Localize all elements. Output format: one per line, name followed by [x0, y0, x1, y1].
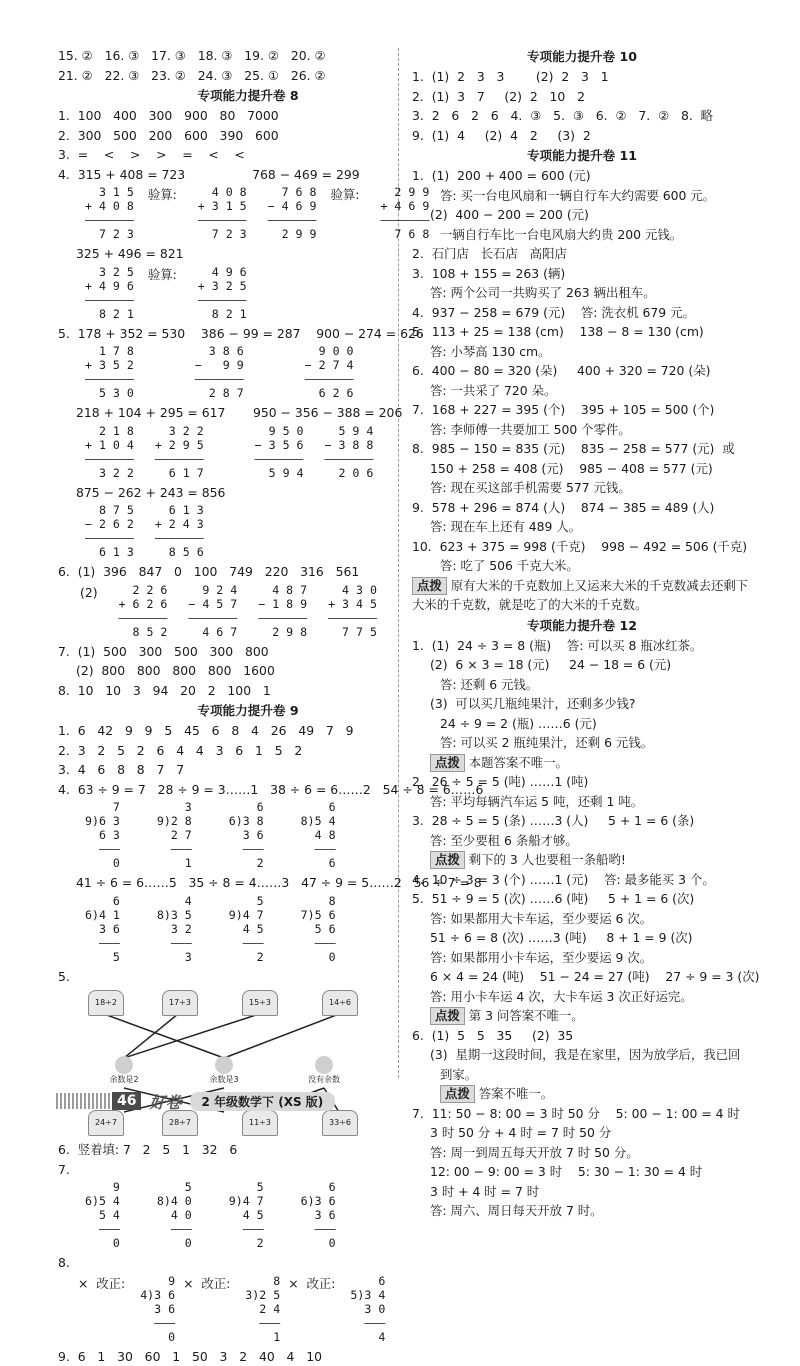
vertical-calc: 4 8 7 − 1 8 9 ——————— 2 9 8 [251, 583, 307, 639]
tip-block [412, 1084, 752, 1104]
answer-line: 答: 买一台电风扇和一辆自行车大约需要 600 元。 [412, 186, 752, 206]
answer-row: 21. ② 22. ③ 23. ② 24. ③ 25. ① 26. ② [58, 66, 438, 86]
match-line [124, 1014, 259, 1058]
bunny-label: 余数是2 [109, 1075, 138, 1084]
tip-badge: 点拨 [430, 754, 465, 772]
correction-label: × 改正: [183, 1274, 230, 1344]
answer-line: 9. 578 + 296 = 874 (人) 874 − 385 = 489 (人) [412, 498, 752, 518]
brand-logo: 好卷 [149, 1090, 181, 1113]
answer-line: 答: 至少要租 6 条船才够。 [412, 831, 752, 851]
tip-text: 第 3 问答案不唯一。 [469, 1008, 584, 1023]
long-division: 9 4)3 6 3 6 ——— 0 [133, 1274, 175, 1344]
section-title-8: 专项能力提升卷 8 [58, 85, 438, 106]
bunny-icon [315, 1056, 333, 1074]
bunny-label: 没有余数 [308, 1075, 340, 1084]
house-card: 14÷6 [322, 990, 358, 1016]
answer-line: 答: 两个公司一共购买了 263 辆出租车。 [412, 283, 752, 303]
house-card: 11÷3 [242, 1110, 278, 1136]
book-label: 2 年级数学下 (XS 版) [190, 1092, 336, 1111]
vertical-calc: 6 1 3 + 2 4 3 ——————— 8 5 6 [148, 503, 204, 559]
answer-line: 一辆自行车比一台电风扇大约贵 200 元钱。 [412, 225, 752, 245]
long-division: 5 8)4 0 4 0 ——— 0 [150, 1180, 192, 1250]
answer-line: 答: 可以买 2 瓶纯果汁，还剩 6 元钱。 [412, 733, 752, 753]
answer-line: 5. 178 + 352 = 530 386 − 99 = 287 900 − 274 = 626 [58, 324, 438, 344]
answer-line: 3. 108 + 155 = 263 (辆) [412, 264, 752, 284]
long-division: 4 8)3 5 3 2 ——— 3 [150, 894, 192, 964]
vertical-calc: 2 9 9 + 4 6 9 ——————— 7 6 8 [373, 185, 429, 241]
answer-line: 5. 113 + 25 = 138 (cm) 138 − 8 = 130 (cm) [412, 322, 752, 342]
answer-line: 2. 石门店 长石店 高阳店 [412, 244, 752, 264]
correction-row [58, 1274, 438, 1344]
vertical-calc: 4 9 6 + 3 2 5 ——————— 8 2 1 [191, 265, 247, 321]
check-label: 验算: [148, 185, 177, 241]
answer-line: 12: 00 − 9: 00 = 3 时 5: 30 − 1: 30 = 4 时 [412, 1162, 752, 1182]
answer-line: 答: 还剩 6 元钱。 [412, 675, 752, 695]
answer-line: 答: 周一到周五每天开放 7 时 50 分。 [412, 1143, 752, 1163]
answer-line: 5. 51 ÷ 9 = 5 (次) ……6 (吨) 5 + 1 = 6 (次) [412, 889, 752, 909]
answer-line: (3) 可以买几瓶纯果汁，还剩多少钱? [412, 694, 752, 714]
question-number: 7. [58, 1160, 438, 1180]
answer-line: 8. 985 − 150 = 835 (元) 835 − 258 = 577 (元) 或 [412, 439, 752, 459]
tip-block [412, 576, 752, 615]
long-division: 9 6)5 4 5 4 ——— 0 [78, 1180, 120, 1250]
bunny-icon [115, 1056, 133, 1074]
answer-line: 3. 2 6 2 6 4. ③ 5. ③ 6. ② 7. ② 8. 略 [412, 106, 752, 126]
tip-block [412, 753, 752, 773]
vertical-calc: 3 2 2 + 2 9 5 ——————— 6 1 7 [148, 424, 204, 480]
answer-line: 7. 168 + 227 = 395 (个) 395 + 105 = 500 (个) [412, 400, 752, 420]
answer-line: 3 时 + 4 时 = 7 时 [412, 1182, 752, 1202]
answer-line: 6. (1) 5 5 35 (2) 35 [412, 1026, 752, 1046]
vertical-calc: 4 3 0 + 3 4 5 ——————— 7 7 5 [321, 583, 377, 639]
vertical-calc: 2 2 6 + 6 2 6 ——————— 8 5 2 [112, 583, 168, 639]
answer-line: 9. 6 1 30 60 1 50 3 2 40 4 10 [58, 1347, 438, 1366]
tip-block [412, 1006, 752, 1026]
answer-line: 10. 623 + 375 = 998 (千克) 998 − 492 = 506 (千克) [412, 537, 752, 557]
answer-line: 7. 11: 50 − 8: 00 = 3 时 50 分 5: 00 − 1: 00 = 4 时 [412, 1104, 752, 1124]
answer-line: 3. = < > > = < < [58, 145, 438, 165]
vertical-calc: 3 2 5 + 4 9 6 ——————— 8 2 1 [78, 265, 134, 321]
answer-line: 218 + 104 + 295 = 617 950 − 356 − 388 = 206 [58, 403, 438, 423]
section-title-9: 专项能力提升卷 9 [58, 700, 438, 721]
vertical-calc: 2 1 8 + 1 0 4 ——————— 3 2 2 [78, 424, 134, 480]
tip-text: 原有大米的千克数加上又运来大米的千克数减去还剩下大米的千克数，就是吃了的大米的千克数。 [412, 578, 748, 613]
house-card: 18÷2 [88, 990, 124, 1016]
answer-line: 3 时 50 分 + 4 时 = 7 时 50 分 [412, 1123, 752, 1143]
long-division: 5 9)4 7 4 5 ——— 2 [222, 894, 264, 964]
long-division: 6 6)3 6 3 6 ——— 0 [294, 1180, 336, 1250]
long-division-row [58, 800, 438, 870]
answer-line: 4. 10 ÷ 3 = 3 (个) ……1 (元) 答: 最多能买 3 个。 [412, 870, 752, 890]
section-12-answers [412, 636, 752, 753]
answer-line: 1. (1) 2 3 3 (2) 2 3 1 [412, 67, 752, 87]
long-division: 7 9)6 3 6 3 ——— 0 [78, 800, 120, 870]
vertical-calc-row [58, 344, 438, 400]
answer-line: 875 − 262 + 243 = 856 [58, 483, 438, 503]
correction-label: × 改正: [288, 1274, 335, 1344]
answer-line: 答: 如果都用小卡车运，至少要运 9 次。 [412, 948, 752, 968]
answer-line: 1. (1) 24 ÷ 3 = 8 (瓶) 答: 可以买 8 瓶冰红茶。 [412, 636, 752, 656]
answer-line: 8. 10 10 3 94 20 2 100 1 [58, 681, 438, 701]
answer-line: 1. 6 42 9 9 5 45 6 8 4 26 49 7 9 [58, 721, 438, 741]
house-card: 28÷7 [162, 1110, 198, 1136]
answer-line: 51 ÷ 6 = 8 (次) ……3 (吨) 8 + 1 = 9 (次) [412, 928, 752, 948]
house-card: 33÷6 [322, 1110, 358, 1136]
answer-line: 2. 26 ÷ 5 = 5 (吨) ……1 (吨) [412, 772, 752, 792]
vertical-calc-row [58, 503, 438, 559]
vertical-calc: 8 7 5 − 2 6 2 ——————— 6 1 3 [78, 503, 134, 559]
answer-line: 答: 李师傅一共要加工 500 个零件。 [412, 420, 752, 440]
vertical-calc: 9 2 4 − 4 5 7 ——————— 4 6 7 [181, 583, 237, 639]
match-line [224, 1014, 339, 1058]
long-division: 6 6)3 8 3 6 ——— 2 [222, 800, 264, 870]
answer-line: 6. (1) 396 847 0 100 749 220 316 561 [58, 562, 438, 582]
long-division: 3 9)2 8 2 7 ——— 1 [150, 800, 192, 870]
answer-line: 1. (1) 200 + 400 = 600 (元) [412, 166, 752, 186]
section-11-answers [412, 166, 752, 576]
check-label: 验算: [331, 185, 360, 241]
answer-line: 6 × 4 = 24 (吨) 51 − 24 = 27 (吨) 27 ÷ 9 = 3 (次) [412, 967, 752, 987]
long-division: 8 3)2 5 2 4 ——— 1 [238, 1274, 280, 1344]
bunny-label: 余数是3 [209, 1075, 238, 1084]
answer-line: 1. 100 400 300 900 80 7000 [58, 106, 438, 126]
long-division: 6 8)5 4 4 8 ——— 6 [294, 800, 336, 870]
vertical-calc: 9 5 0 − 3 5 6 ——————— 5 9 4 [248, 424, 304, 480]
answer-line: 2. 3 2 5 2 6 4 4 3 6 1 5 2 [58, 741, 438, 761]
vertical-calc-row [58, 265, 438, 321]
section-12-answers [412, 1026, 752, 1085]
bunny-figure [204, 1056, 244, 1084]
answer-line: 答: 如果都用大卡车运，至少要运 6 次。 [412, 909, 752, 929]
answer-line: (2) 6 × 3 = 18 (元) 24 − 18 = 6 (元) [412, 655, 752, 675]
question-number: 5. [58, 967, 438, 987]
answer-line: 4. 63 ÷ 9 = 7 28 ÷ 9 = 3……1 38 ÷ 6 = 6……2 54 ÷ 8 = 6……6 [58, 780, 438, 800]
answer-line: 6. 竖着填: 7 2 5 1 32 6 [58, 1140, 438, 1160]
tip-badge: 点拨 [412, 577, 447, 595]
answer-line: 2. 300 500 200 600 390 600 [58, 126, 438, 146]
answer-line: 6. 400 − 80 = 320 (朵) 400 + 320 = 720 (朵) [412, 361, 752, 381]
bunny-figure [304, 1056, 344, 1084]
right-column [412, 46, 752, 1221]
answer-line: 3. 4 6 8 8 7 7 [58, 760, 438, 780]
vertical-calc-row [58, 185, 438, 241]
answer-row: 15. ② 16. ③ 17. ③ 18. ③ 19. ② 20. ② [58, 46, 438, 66]
long-division-row [58, 894, 438, 964]
match-line [124, 1014, 178, 1058]
vertical-calc: 3 8 6 − 9 9 ——————— 2 8 7 [188, 344, 244, 400]
vertical-calc: 5 9 4 − 3 8 8 ——————— 2 0 6 [318, 424, 374, 480]
answer-line: 2. (1) 3 7 (2) 2 10 2 [412, 87, 752, 107]
page-number: 46 [112, 1092, 141, 1110]
answer-line: 答: 小琴高 130 cm。 [412, 342, 752, 362]
answer-line: 4. 315 + 408 = 723 768 − 469 = 299 [58, 165, 438, 185]
matching-diagram [84, 988, 384, 1136]
answer-line: (3) 星期一这段时间，我是在家里，因为放学后，我已回 [412, 1045, 752, 1065]
long-division: 6 5)3 4 3 0 ——— 4 [343, 1274, 385, 1344]
house-card: 24÷7 [88, 1110, 124, 1136]
correction-label: × 改正: [78, 1274, 125, 1344]
long-division: 5 9)4 7 4 5 ——— 2 [222, 1180, 264, 1250]
vertical-calc: 4 0 8 + 3 1 5 ——————— 7 2 3 [191, 185, 247, 241]
vertical-calc: 1 7 8 + 3 5 2 ——————— 5 3 0 [78, 344, 134, 400]
answer-line: (2) 400 − 200 = 200 (元) [412, 205, 752, 225]
tip-text: 剩下的 3 人也要租一条船哟! [469, 852, 626, 867]
section-title-11: 专项能力提升卷 11 [412, 145, 752, 166]
answer-line: 到家。 [412, 1065, 752, 1085]
answer-line: 7. (1) 500 300 500 300 800 [58, 642, 438, 662]
answer-line: 答: 用小卡车运 4 次，大卡车运 3 次正好运完。 [412, 987, 752, 1007]
answer-line: 答: 吃了 506 千克大米。 [412, 556, 752, 576]
vertical-calc-row [58, 424, 438, 480]
tip-text: 本题答案不唯一。 [469, 755, 568, 770]
check-label: 验算: [148, 265, 177, 321]
left-column [58, 46, 438, 1366]
page-footer [56, 1090, 336, 1112]
house-card: 15÷3 [242, 990, 278, 1016]
answer-line: 答: 现在车上还有 489 人。 [412, 517, 752, 537]
section-title-10: 专项能力提升卷 10 [412, 46, 752, 67]
section-12-answers [412, 772, 752, 850]
decorative-dots [56, 1093, 110, 1109]
answer-line: 41 ÷ 6 = 6……5 35 ÷ 8 = 4……3 47 ÷ 9 = 5……2 56 ÷ 7 = 8 [58, 873, 438, 893]
tip-text: 答案不唯一。 [479, 1086, 553, 1101]
answer-line: 24 ÷ 9 = 2 (瓶) ……6 (元) [412, 714, 752, 734]
section-12-answers [412, 1104, 752, 1221]
answer-line: 150 + 258 = 408 (元) 985 − 408 = 577 (元) [412, 459, 752, 479]
vertical-calc: 7 6 8 − 4 6 9 ——————— 2 9 9 [261, 185, 317, 241]
answer-line: 4. 937 − 258 = 679 (元) 答: 洗衣机 679 元。 [412, 303, 752, 323]
answer-line: 答: 平均每辆汽车运 5 吨，还剩 1 吨。 [412, 792, 752, 812]
long-division-row [58, 1180, 438, 1250]
answer-line: 答: 一共采了 720 朵。 [412, 381, 752, 401]
tip-badge: 点拨 [430, 1007, 465, 1025]
vertical-calc: 3 1 5 + 4 0 8 ——————— 7 2 3 [78, 185, 134, 241]
bunny-figure [104, 1056, 144, 1084]
tip-block [412, 850, 752, 870]
section-12-answers [412, 870, 752, 1007]
question-number: 8. [58, 1253, 438, 1273]
answer-line: 3. 28 ÷ 5 = 5 (条) ……3 (人) 5 + 1 = 6 (条) [412, 811, 752, 831]
bunny-icon [215, 1056, 233, 1074]
long-division: 8 7)5 6 5 6 ——— 0 [294, 894, 336, 964]
sub-question-label: (2) [80, 583, 98, 639]
vertical-calc-row [58, 583, 438, 639]
tip-badge: 点拨 [440, 1085, 475, 1103]
house-card: 17÷3 [162, 990, 198, 1016]
long-division: 6 6)4 1 3 6 ——— 5 [78, 894, 120, 964]
tip-badge: 点拨 [430, 851, 465, 869]
match-line [104, 1014, 224, 1058]
answer-line: 325 + 496 = 821 [58, 244, 438, 264]
answer-line: 答: 现在买这部手机需要 577 元钱。 [412, 478, 752, 498]
section-title-12: 专项能力提升卷 12 [412, 615, 752, 636]
vertical-calc: 9 0 0 − 2 7 4 ——————— 6 2 6 [298, 344, 354, 400]
answer-line: 9. (1) 4 (2) 4 2 (3) 2 [412, 126, 752, 146]
answer-line: (2) 800 800 800 800 1600 [58, 661, 438, 681]
answer-line: 答: 周六、周日每天开放 7 时。 [412, 1201, 752, 1221]
